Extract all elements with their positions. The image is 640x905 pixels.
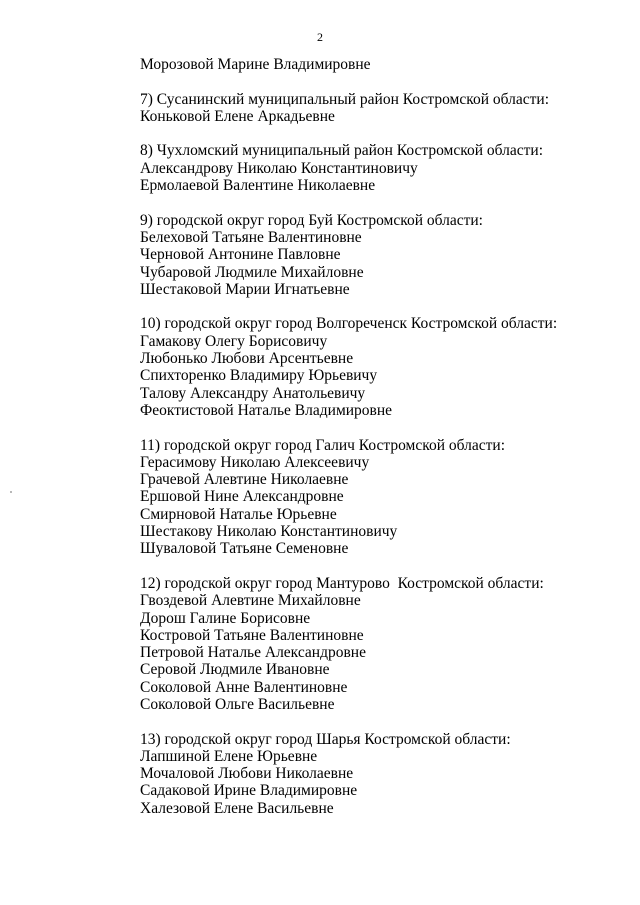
person-name: Серовой Людмиле Ивановне [140,661,330,679]
person-name: Ермолаевой Валентине Николаевне [140,177,376,195]
section-heading: 11) городской округ город Галич Костромской области: [140,436,506,454]
person-name: Шестакову Николаю Константиновичу [140,523,398,541]
continuation-name: Морозовой Марине Владимировне [140,56,371,73]
section-7 [140,91,620,126]
person-name: Соколовой Анне Валентиновне [140,678,348,696]
document-body [140,56,620,817]
person-name: Ершовой Нине Александровне [140,488,344,506]
person-name: Талову Александру Анатольевичу [140,384,366,402]
section-heading: 10) городской округ город Волгореченск Костромской области: [140,315,558,333]
section-8 [140,142,620,194]
person-name: Герасимову Николаю Алексеевичу [140,453,370,471]
person-name: Чубаровой Людмиле Михайловне [140,263,364,281]
person-name: Садаковой Ирине Владимировне [140,782,358,800]
person-name: Белеховой Татьяне Валентиновне [140,228,362,246]
section-10 [140,315,620,419]
person-name: Александрову Николаю Константиновичу [140,159,418,177]
person-name: Гамакову Олегу Борисовичу [140,332,328,350]
person-name: Дорош Галине Борисовне [140,609,311,627]
person-name: Любонько Любови Арсентьевне [140,350,354,368]
section-heading: 9) городской округ город Буй Костромской области: [140,211,483,229]
section-heading: 13) городской округ город Шарья Костромской области: [140,730,511,748]
section-11 [140,437,620,558]
person-name: Черновой Антонине Павловне [140,246,341,264]
person-name: Соколовой Ольге Васильевне [140,695,335,713]
section-13 [140,731,620,817]
person-name: Мочаловой Любови Николаевне [140,765,354,783]
section-12 [140,575,620,713]
person-name: Феоктистовой Наталье Владимировне [140,401,393,419]
section-heading: 8) Чухломский муниципальный район Костромской области: [140,142,544,160]
person-name: Смирновой Наталье Юрьевне [140,505,337,523]
person-name: Лапшиной Елене Юрьевне [140,747,318,765]
section-heading: 12) городской округ город Мантурово Костромской области: [140,574,544,592]
person-name: Коньковой Елене Аркадьевне [140,107,335,125]
person-name: Спихторенко Владимиру Юрьевичу [140,367,378,385]
person-name: Шуваловой Татьяне Семеновне [140,540,349,558]
section-heading: 7) Сусанинский муниципальный район Костромской области: [140,90,549,108]
person-name: Грачевой Алевтине Николаевне [140,471,349,489]
section-9 [140,212,620,298]
page-number: 2 [317,30,323,44]
person-name: Костровой Татьяне Валентиновне [140,626,364,644]
person-name: Халезовой Елене Васильевне [140,799,334,817]
person-name: Шестаковой Марии Игнатьевне [140,280,350,298]
person-name: Петровой Наталье Александровне [140,644,366,662]
scan-speck [10,491,12,493]
person-name: Гвоздевой Алевтине Михайловне [140,592,361,610]
